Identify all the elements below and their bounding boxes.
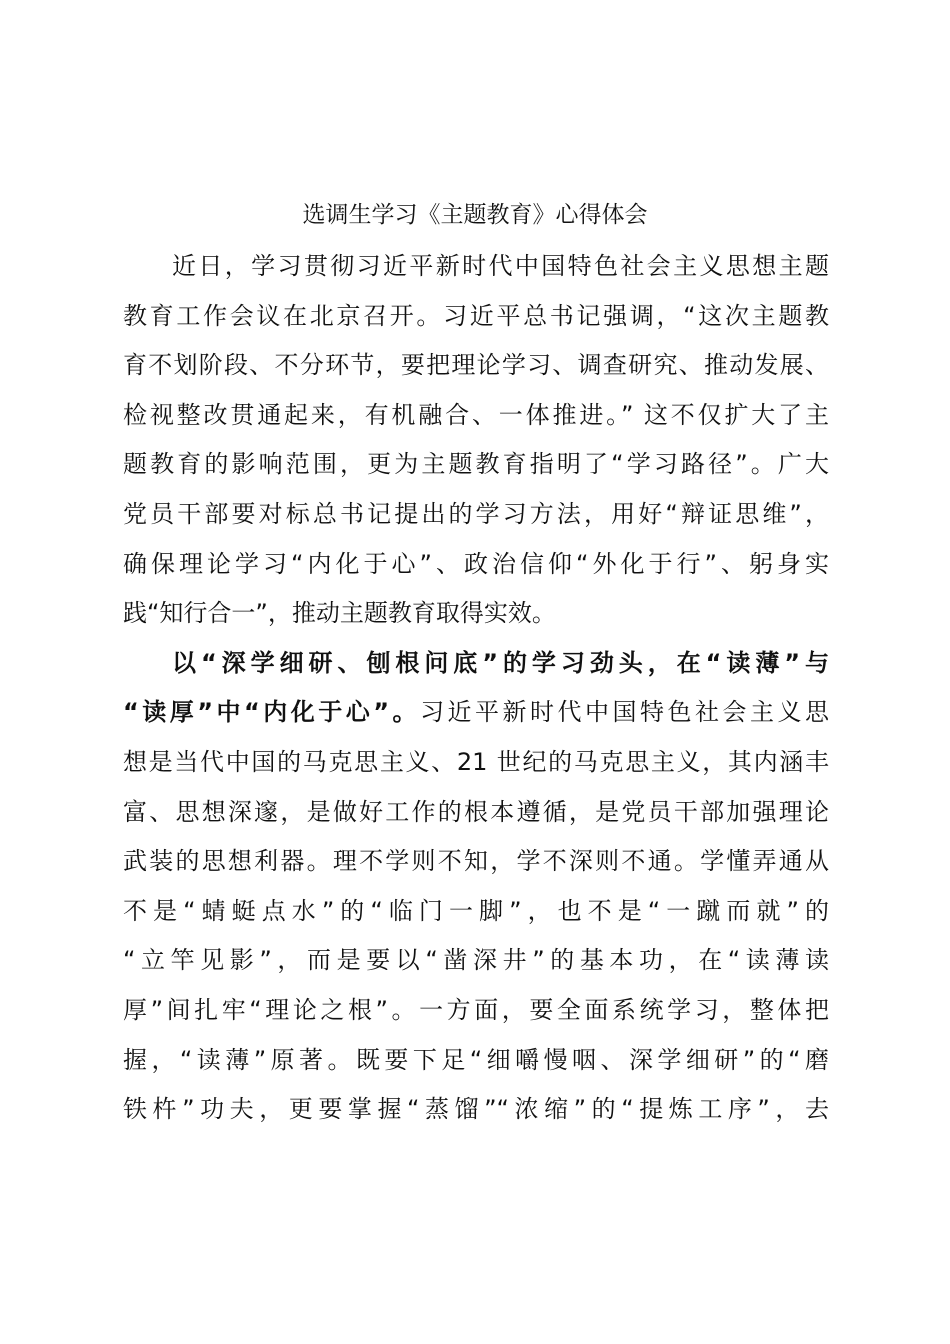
text-segment: 近日，学习贯彻习近平新时代中国特色社会主义思想主题 — [172, 252, 829, 280]
text-segment: 武装的思想利器。理不学则不知，学不深则不通。学懂弄通从 — [123, 847, 829, 876]
text-line — [123, 738, 829, 788]
text-segment: 想是当代中国的马克思主义、21 世纪的马克思主义，其内涵丰 — [123, 747, 829, 776]
text-line — [123, 1085, 829, 1135]
text-line — [123, 391, 829, 441]
bold-heading-text: 以“深学细研、刨根问底”的学习劲头，在“读薄”与 — [172, 648, 829, 677]
text-line — [123, 341, 829, 391]
text-line — [123, 688, 829, 738]
text-line — [123, 589, 829, 639]
text-segment: 习近平新时代中国特色社会主义思 — [420, 698, 830, 727]
text-line — [123, 1036, 829, 1086]
text-segment: 铁杵”功夫，更要掌握“蒸馏”“浓缩”的“提炼工序”，去 — [123, 1095, 829, 1124]
paragraph — [123, 639, 829, 1135]
text-segment: 教育工作会议在北京召开。习近平总书记强调，“这次主题教 — [123, 301, 829, 330]
document-title: 选调生学习《主题教育》心得体会 — [302, 202, 648, 228]
paragraph — [123, 242, 829, 639]
text-segment: “立竿见影”，而是要以“凿深井”的基本功，在“读薄读 — [123, 946, 829, 975]
text-line — [123, 837, 829, 887]
text-segment: 确保理论学习“内化于心”、政治信仰“外化于行”、躬身实 — [123, 549, 829, 578]
text-segment: 育不划阶段、不分环节，要把理论学习、调查研究、推动发展、 — [123, 351, 829, 380]
text-segment: 厚”间扎牢“理论之根”。一方面，要全面系统学习，整体把 — [123, 995, 829, 1024]
text-line — [123, 936, 829, 986]
text-segment: 践“知行合一”，推动主题教育取得实效。 — [123, 599, 556, 628]
text-line — [123, 540, 829, 590]
text-line — [123, 440, 829, 490]
text-line — [123, 242, 829, 292]
bold-heading-text: “读厚”中“内化于心”。 — [123, 698, 421, 727]
text-line — [123, 986, 829, 1036]
text-segment: 检视整改贯通起来，有机融合、一体推进。” 这不仅扩大了主 — [123, 400, 829, 429]
text-line — [123, 887, 829, 937]
text-segment: 党员干部要对标总书记提出的学习方法，用好“辩证思维”， — [123, 499, 829, 528]
document-body — [123, 242, 829, 1135]
text-segment: 富、思想深邃，是做好工作的根本遵循，是党员干部加强理论 — [123, 797, 829, 826]
text-line — [123, 788, 829, 838]
text-line — [123, 639, 829, 689]
text-segment: 不是“蜻蜓点水”的“临门一脚”，也不是“一蹴而就”的 — [123, 896, 829, 925]
text-segment: 握，“读薄”原著。既要下足“细嚼慢咽、深学细研”的“磨 — [123, 1045, 829, 1074]
text-line — [123, 490, 829, 540]
text-line — [123, 292, 829, 342]
text-segment: 题教育的影响范围，更为主题教育指明了“学习路径”。广大 — [123, 450, 829, 479]
